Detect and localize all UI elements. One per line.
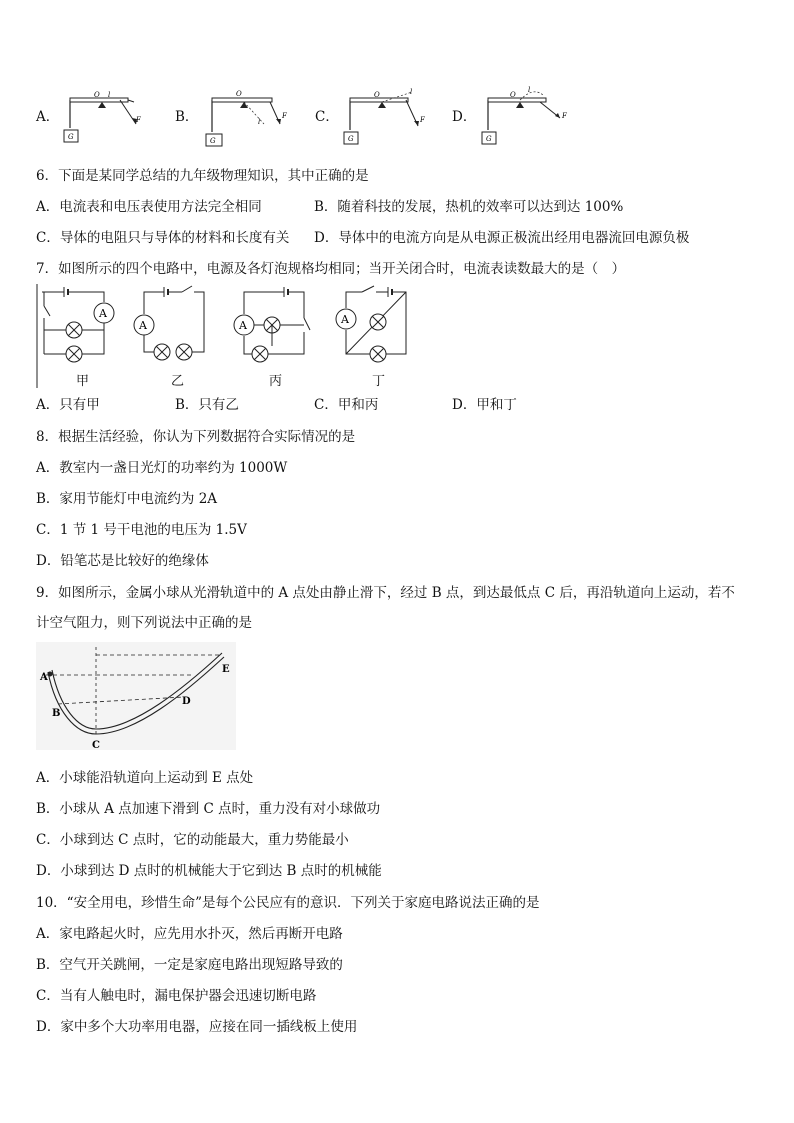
q6-option-b[interactable]: B．随着科技的发展，热机的效率可以达到达 100% <box>314 199 624 215</box>
q10-option-d[interactable]: D．家中多个大功率用电器，应接在同一插线板上使用 <box>36 1019 358 1035</box>
q7-option-b[interactable]: B．只有乙 <box>175 397 239 413</box>
q8-option-c[interactable]: C．1 节 1 号干电池的电压为 1.5V <box>36 522 247 538</box>
q9-option-d[interactable]: D．小球到达 D 点时的机械能大于它到达 B 点时的机械能 <box>36 863 382 879</box>
q10-option-b[interactable]: B．空气开关跳闸，一定是家庭电路出现短路导致的 <box>36 957 343 973</box>
q5-a-weight-g: G <box>68 133 74 141</box>
q5-c-arm-l: l <box>410 88 413 96</box>
q7-ding-ammeter: A <box>341 313 349 326</box>
q9-point-b: B <box>52 708 61 719</box>
q5-option-b-label[interactable]: B． <box>175 109 199 125</box>
q6-option-d[interactable]: D．导体中的电流方向是从电源正极流出经用电器流回电源负极 <box>314 230 690 246</box>
q5-lever-figure-b <box>200 88 290 148</box>
q5-c-pivot-o: O <box>374 91 380 99</box>
q5-d-pivot-o: O <box>510 91 516 99</box>
q7-circuit-ding <box>332 288 412 368</box>
q9-point-e: E <box>222 664 230 675</box>
q5-option-a-label[interactable]: A． <box>36 109 60 125</box>
q9-option-c[interactable]: C．小球到达 C 点时，它的动能最大，重力势能最小 <box>36 832 349 848</box>
q7-yi-ammeter: A <box>139 319 147 332</box>
q7-option-c[interactable]: C．甲和丙 <box>314 397 379 413</box>
q5-a-arm-l: l <box>108 91 111 99</box>
q9-option-b[interactable]: B．小球从 A 点加速下滑到 C 点时，重力没有对小球做功 <box>36 801 381 817</box>
q7-option-a[interactable]: A．只有甲 <box>36 397 100 413</box>
q5-a-force-f: F <box>136 116 141 124</box>
q5-b-weight-g: G <box>210 137 216 145</box>
q8-option-a[interactable]: A．教室内一盏日光灯的功率约为 1000W <box>36 460 288 476</box>
q9-track-figure <box>36 642 236 752</box>
q10-stem: 10．“安全用电，珍惜生命”是每个公民应有的意识．下列关于家庭电路说法正确的是 <box>36 895 540 911</box>
q10-option-a[interactable]: A．家电路起火时，应先用水扑灭，然后再断开电路 <box>36 926 343 942</box>
q9-point-a: A <box>40 672 48 683</box>
q9-stem-line2: 计空气阻力，则下列说法中正确的是 <box>36 615 252 631</box>
q9-point-d: D <box>182 696 191 707</box>
q5-option-d-label[interactable]: D． <box>452 109 477 125</box>
q7-circuit-yi <box>134 288 214 368</box>
q5-b-arm-l: l <box>258 118 261 126</box>
q5-d-force-f: F <box>562 112 567 120</box>
q9-option-a[interactable]: A．小球能沿轨道向上运动到 E 点处 <box>36 770 254 786</box>
q9-point-c: C <box>92 740 100 751</box>
q7-jia-ammeter: A <box>99 307 107 320</box>
q5-lever-figure-c <box>340 88 430 148</box>
q7-circuit-bing <box>230 288 310 368</box>
q5-lever-figure-d <box>478 88 568 148</box>
q5-lever-figure-a <box>62 88 152 148</box>
q5-c-force-f: F <box>420 116 425 124</box>
q6-option-c[interactable]: C．导体的电阻只与导体的材料和长度有关 <box>36 230 290 246</box>
q7-label-bing: 丙 <box>269 374 283 389</box>
q5-a-pivot-o: O <box>94 91 100 99</box>
q5-c-weight-g: G <box>348 135 354 143</box>
q7-bing-ammeter: A <box>239 319 247 332</box>
q5-d-arm-l: l <box>528 86 531 94</box>
q7-label-jia: 甲 <box>76 374 90 389</box>
q10-option-c[interactable]: C．当有人触电时，漏电保护器会迅速切断电路 <box>36 988 317 1004</box>
q6-option-a[interactable]: A．电流表和电压表使用方法完全相同 <box>36 199 262 215</box>
q5-b-force-f: F <box>282 112 287 120</box>
q7-label-yi: 乙 <box>171 374 185 389</box>
q5-option-c-label[interactable]: C． <box>315 109 339 125</box>
q5-d-weight-g: G <box>486 135 492 143</box>
q5-b-pivot-o: O <box>236 90 242 98</box>
q7-stem: 7．如图所示的四个电路中，电源及各灯泡规格均相同；当开关闭合时，电流表读数最大的是（ ） <box>36 261 626 277</box>
q6-stem: 6．下面是某同学总结的九年级物理知识，其中正确的是 <box>36 168 369 184</box>
q8-option-b[interactable]: B．家用节能灯中电流约为 2A <box>36 491 218 507</box>
q7-circuit-jia <box>42 288 122 368</box>
q8-option-d[interactable]: D．铅笔芯是比较好的绝缘体 <box>36 553 209 569</box>
q7-label-ding: 丁 <box>372 374 386 389</box>
q9-stem-line1: 9．如图所示，金属小球从光滑轨道中的 A 点处由静止滑下，经过 B 点，到达最低点 C 后，再沿轨道向上运动，若不 <box>36 585 735 601</box>
q7-margin-rule <box>36 284 40 394</box>
q8-stem: 8．根据生活经验，你认为下列数据符合实际情况的是 <box>36 429 356 445</box>
q7-option-d[interactable]: D．甲和丁 <box>452 397 517 413</box>
